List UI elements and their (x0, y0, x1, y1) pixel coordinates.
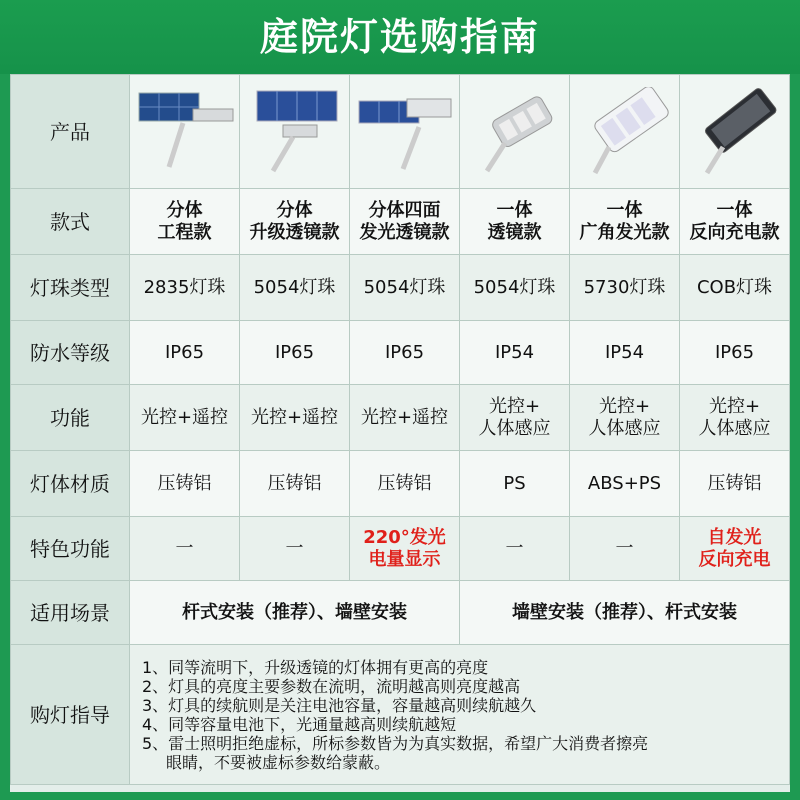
style-line: 反向充电款 (689, 221, 780, 243)
style-cell-6 (680, 189, 790, 255)
func-cell-4 (460, 385, 570, 451)
style-cell-5 (570, 189, 680, 255)
label-function: 功能 (11, 385, 130, 451)
label-scene: 适用场景 (11, 581, 130, 645)
scene-cell-1 (130, 581, 460, 645)
product-image-5 (570, 75, 680, 189)
material-cell-2: 压铸铝 (240, 451, 350, 517)
bead-cell-5: 5730灯珠 (570, 255, 680, 321)
spec-table-container (10, 74, 790, 792)
product-image-3 (350, 75, 460, 189)
feature-line: 自发光 (707, 526, 762, 548)
ip-cell-3: IP65 (350, 321, 460, 385)
row-product (11, 75, 790, 189)
bead-cell-2: 5054灯珠 (240, 255, 350, 321)
ip-cell-5: IP54 (570, 321, 680, 385)
feature-line: 一 (505, 537, 524, 559)
func-line: 光控+ (598, 395, 651, 417)
guide-item: 1、同等流明下，升级透镜的灯体拥有更高的亮度 (142, 657, 489, 677)
feature-line: 一 (285, 537, 304, 559)
product-image-6 (680, 75, 790, 189)
material-cell-6: 压铸铝 (680, 451, 790, 517)
row-function (11, 385, 790, 451)
feature-cell-4 (460, 517, 570, 581)
func-line: 人体感应 (698, 417, 771, 439)
guide-item: 5、雷士照明拒绝虚标，所标参数皆为为真实数据，希望广大消费者擦亮 (142, 733, 649, 753)
func-line: 光控+遥控 (140, 406, 229, 428)
row-guide (11, 645, 790, 785)
style-cell-3 (350, 189, 460, 255)
style-line: 分体四面 (368, 199, 441, 221)
label-material: 灯体材质 (11, 451, 130, 517)
style-line: 一体 (496, 199, 533, 221)
guide-item: 眼睛，不要被虚标参数给蒙蔽。 (166, 752, 391, 772)
spec-table (10, 74, 790, 785)
row-ip (11, 321, 790, 385)
feature-cell-6 (680, 517, 790, 581)
feature-line: 一 (615, 537, 634, 559)
feature-line: 电量显示 (368, 548, 441, 570)
style-line: 分体 (166, 199, 203, 221)
bead-cell-1: 2835灯珠 (130, 255, 240, 321)
style-cell-2 (240, 189, 350, 255)
label-product: 产品 (11, 75, 130, 189)
integrated-light-icon (463, 87, 567, 177)
func-line: 光控+ (488, 395, 541, 417)
row-feature (11, 517, 790, 581)
style-cell-1 (130, 189, 240, 255)
label-style: 款式 (11, 189, 130, 255)
style-line: 升级透镜款 (249, 221, 340, 243)
ip-cell-1: IP65 (130, 321, 240, 385)
row-style (11, 189, 790, 255)
solar-street-light-icon (353, 87, 457, 177)
material-cell-3: 压铸铝 (350, 451, 460, 517)
func-cell-1 (130, 385, 240, 451)
label-ip: 防水等级 (11, 321, 130, 385)
func-line: 光控+ (708, 395, 761, 417)
integrated-light-icon (683, 87, 787, 177)
style-line: 透镜款 (487, 221, 542, 243)
guide-item: 2、灯具的亮度主要参数在流明，流明越高则亮度越高 (142, 676, 521, 696)
style-line: 一体 (606, 199, 643, 221)
feature-cell-1 (130, 517, 240, 581)
style-line: 发光透镜款 (359, 221, 450, 243)
guide-item: 4、同等容量电池下，光通量越高则续航越短 (142, 714, 457, 734)
scene-text: 墙壁安装（推荐）、杆式安装 (512, 601, 737, 623)
func-line: 人体感应 (478, 417, 551, 439)
ip-cell-4: IP54 (460, 321, 570, 385)
row-bead (11, 255, 790, 321)
func-cell-6 (680, 385, 790, 451)
material-cell-5: ABS+PS (570, 451, 680, 517)
bead-cell-6: COB灯珠 (680, 255, 790, 321)
style-line: 分体 (276, 199, 313, 221)
feature-line: 一 (175, 537, 194, 559)
ip-cell-2: IP65 (240, 321, 350, 385)
integrated-light-icon (573, 87, 677, 177)
bead-cell-4: 5054灯珠 (460, 255, 570, 321)
feature-cell-5 (570, 517, 680, 581)
solar-street-light-icon (133, 87, 237, 177)
solar-street-light-icon (243, 87, 347, 177)
label-feature: 特色功能 (11, 517, 130, 581)
label-guide: 购灯指导 (11, 645, 130, 785)
product-image-2 (240, 75, 350, 189)
label-bead: 灯珠类型 (11, 255, 130, 321)
scene-cell-2 (460, 581, 790, 645)
style-cell-4 (460, 189, 570, 255)
feature-cell-3 (350, 517, 460, 581)
row-material (11, 451, 790, 517)
material-cell-4: PS (460, 451, 570, 517)
material-cell-1: 压铸铝 (130, 451, 240, 517)
style-line: 工程款 (157, 221, 212, 243)
product-image-1 (130, 75, 240, 189)
func-cell-2 (240, 385, 350, 451)
bead-cell-3: 5054灯珠 (350, 255, 460, 321)
func-line: 光控+遥控 (250, 406, 339, 428)
func-cell-5 (570, 385, 680, 451)
style-line: 一体 (716, 199, 753, 221)
func-line: 光控+遥控 (360, 406, 449, 428)
feature-line: 反向充电 (698, 548, 771, 570)
row-scene (11, 581, 790, 645)
func-line: 人体感应 (588, 417, 661, 439)
feature-cell-2 (240, 517, 350, 581)
func-cell-3 (350, 385, 460, 451)
guide-cell (130, 645, 790, 785)
product-image-4 (460, 75, 570, 189)
style-line: 广角发光款 (579, 221, 670, 243)
page-title: 庭院灯选购指南 (0, 0, 800, 74)
ip-cell-6: IP65 (680, 321, 790, 385)
feature-line: 220°发光 (363, 526, 446, 548)
scene-text: 杆式安装（推荐）、墙壁安装 (182, 601, 407, 623)
guide-item: 3、灯具的续航则是关注电池容量，容量越高则续航越久 (142, 695, 537, 715)
